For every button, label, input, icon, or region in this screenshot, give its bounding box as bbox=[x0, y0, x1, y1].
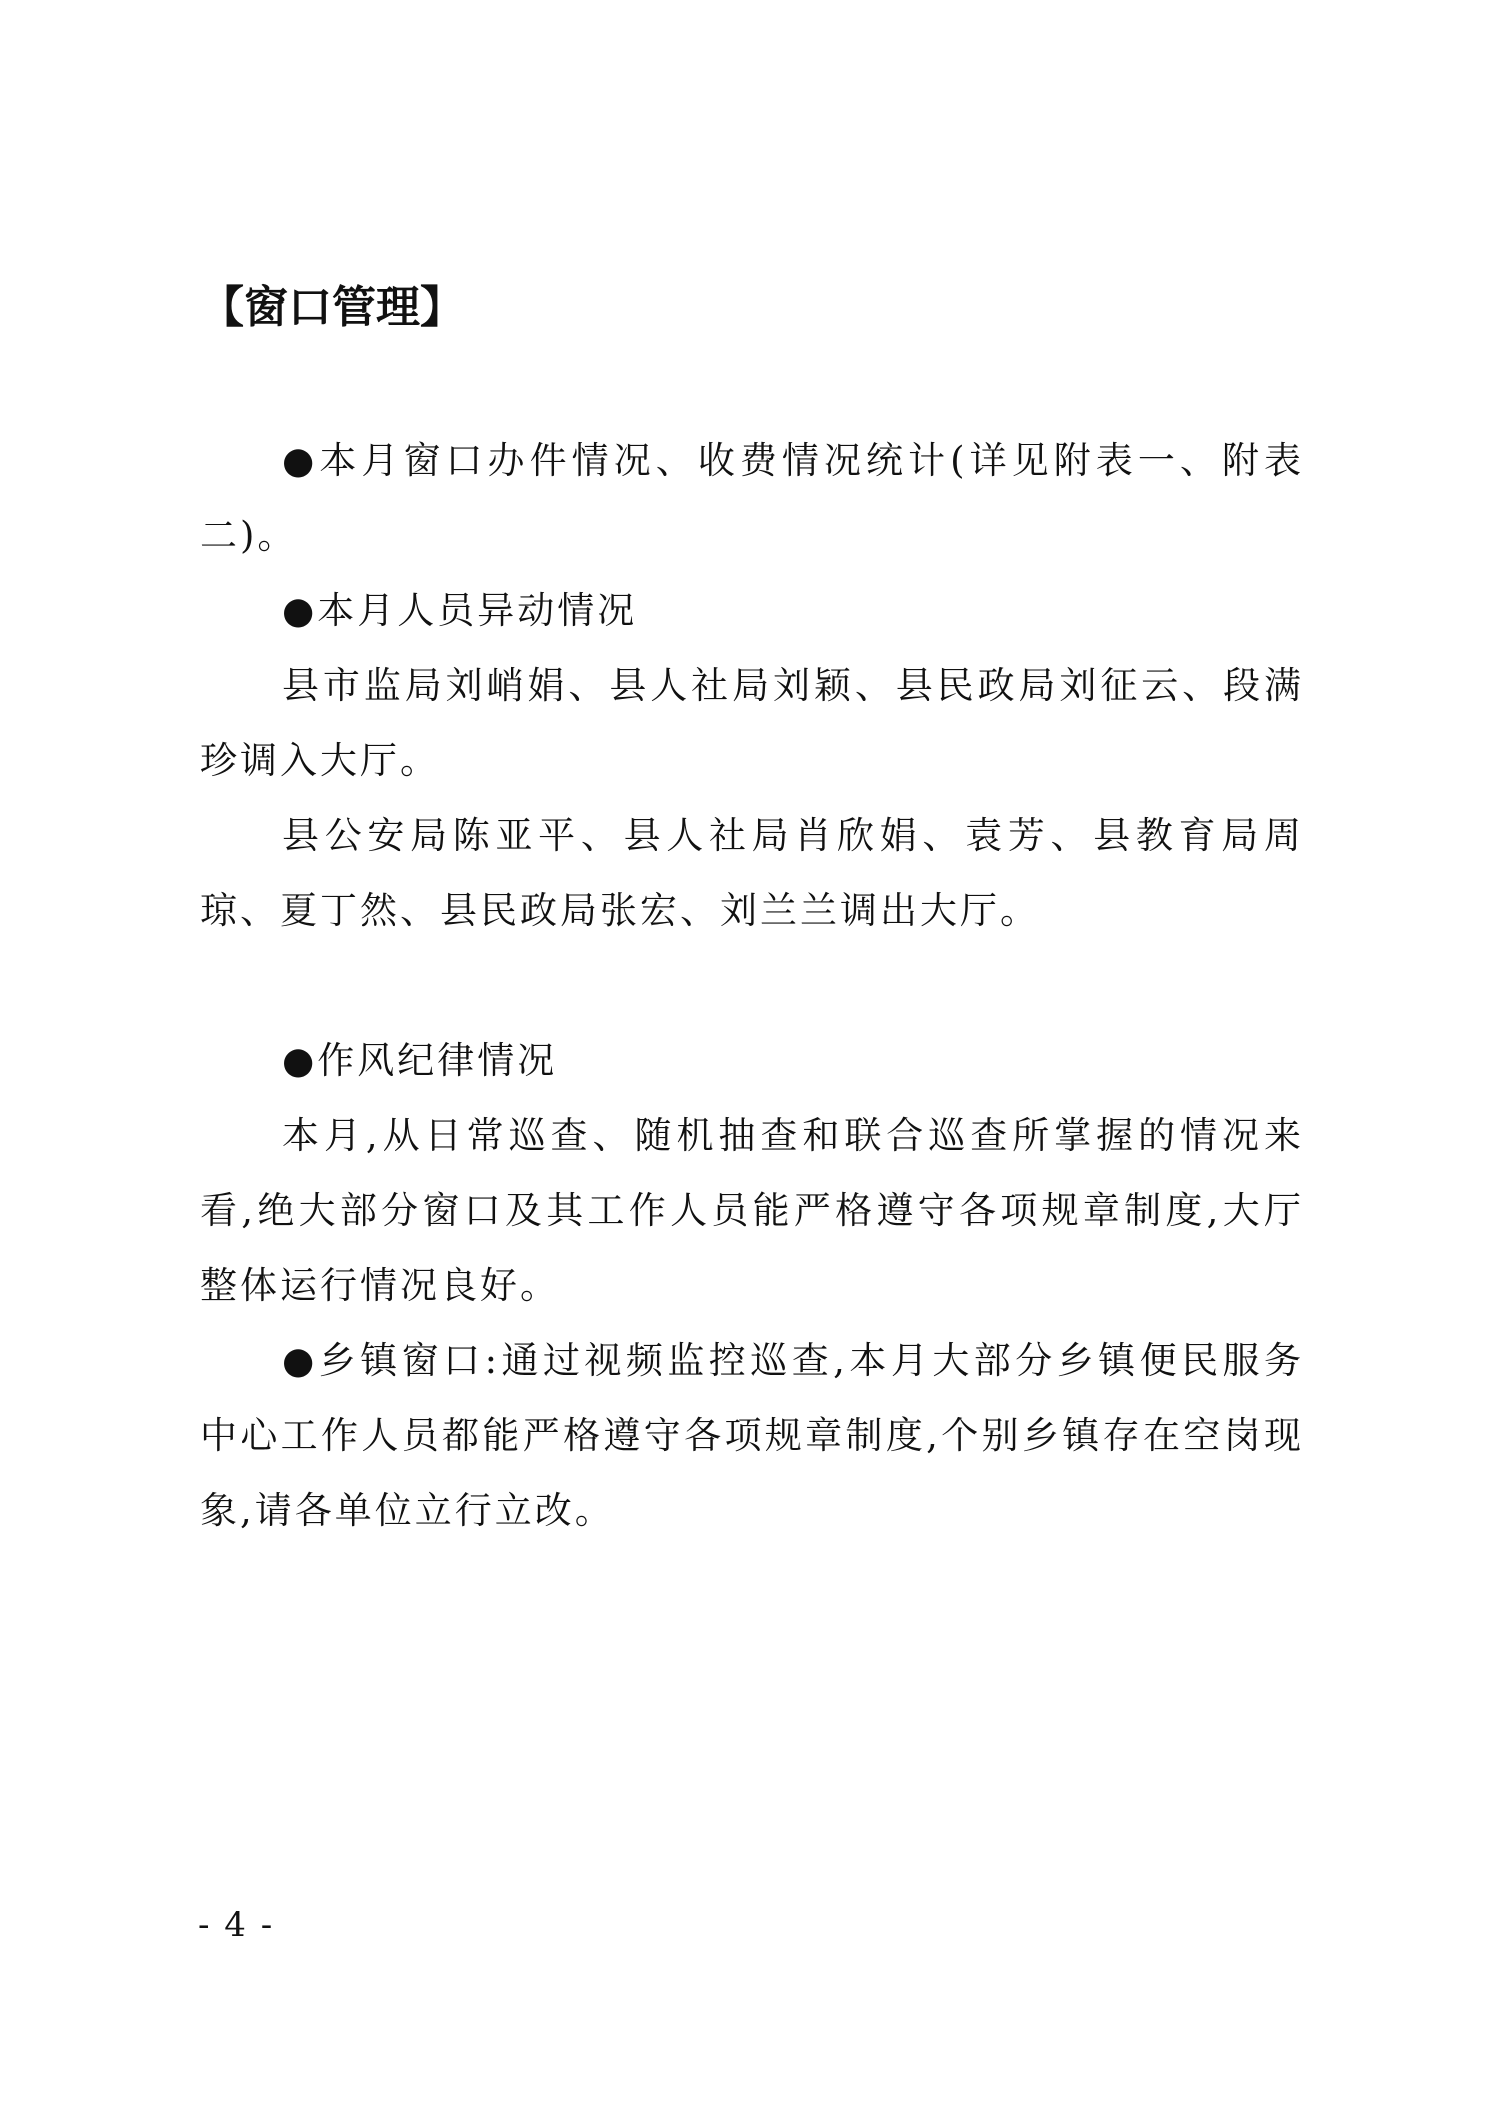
section-heading: 【窗口管理】 bbox=[200, 282, 464, 333]
page-number: - 4 - bbox=[198, 1905, 275, 1945]
paragraph-window-statistics: ●本月窗口办件情况、收费情况统计(详见附表一、附表二)。 bbox=[200, 439, 1304, 557]
paragraph-township-windows: ●乡镇窗口:通过视频监控巡查,本月大部分乡镇便民服务中心工作人员都能严格遵守各项规章制度,个别乡镇存在空岗现象,请各单位立行立改。 bbox=[200, 1339, 1304, 1532]
paragraph-gap bbox=[200, 948, 1304, 1023]
paragraph-discipline-heading: ●作风纪律情况 bbox=[282, 1039, 558, 1082]
document-body bbox=[200, 423, 1304, 1548]
paragraph-staff-changes-heading: ●本月人员异动情况 bbox=[282, 589, 638, 632]
paragraph-discipline-details: 本月,从日常巡查、随机抽查和联合巡查所掌握的情况来看,绝大部分窗口及其工作人员能严格遵守各项规章制度,大厅整体运行情况良好。 bbox=[200, 1114, 1304, 1307]
paragraph-staff-transferred-out: 县公安局陈亚平、县人社局肖欣娟、袁芳、县教育局周琼、夏丁然、县民政局张宏、刘兰兰调出大厅。 bbox=[200, 814, 1304, 932]
paragraph-staff-transferred-in: 县市监局刘峭娟、县人社局刘颖、县民政局刘征云、段满珍调入大厅。 bbox=[200, 664, 1304, 782]
